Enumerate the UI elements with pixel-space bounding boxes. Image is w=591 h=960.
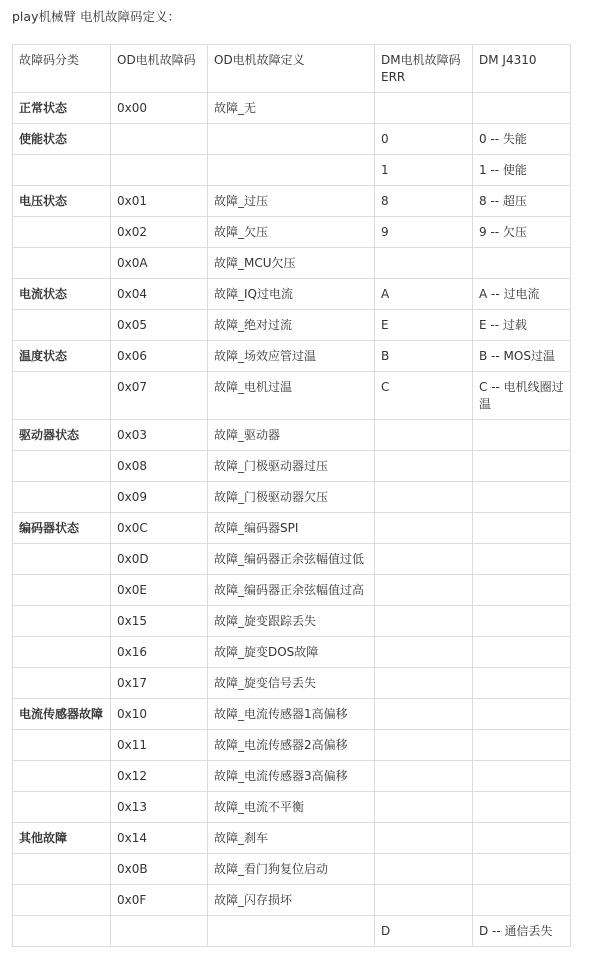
category-cell: [13, 668, 111, 699]
od-definition-cell: [208, 916, 375, 947]
dm-code-cell: 8: [375, 186, 473, 217]
od-definition-cell: 故障_门极驱动器欠压: [208, 482, 375, 513]
od-code-cell: 0x14: [111, 823, 208, 854]
category-cell: [13, 248, 111, 279]
category-cell: 电流状态: [13, 279, 111, 310]
od-code-cell: 0x15: [111, 606, 208, 637]
category-cell: [13, 544, 111, 575]
dm-j4310-cell: C -- 电机线圈过温: [473, 372, 571, 420]
category-cell: [13, 606, 111, 637]
od-definition-cell: 故障_门极驱动器过压: [208, 451, 375, 482]
header-dm-j4310: DM J4310: [473, 45, 571, 93]
category-cell: [13, 217, 111, 248]
od-definition-cell: 故障_电流传感器1高偏移: [208, 699, 375, 730]
dm-j4310-cell: [473, 761, 571, 792]
dm-code-cell: A: [375, 279, 473, 310]
table-row: [13, 217, 571, 248]
dm-code-cell: [375, 93, 473, 124]
dm-code-cell: [375, 761, 473, 792]
table-row: [13, 341, 571, 372]
dm-code-cell: 0: [375, 124, 473, 155]
dm-j4310-cell: [473, 575, 571, 606]
category-cell: [13, 792, 111, 823]
od-definition-cell: 故障_闪存损坏: [208, 885, 375, 916]
dm-j4310-cell: [473, 699, 571, 730]
table-row: [13, 93, 571, 124]
category-cell: [13, 730, 111, 761]
od-definition-cell: 故障_电流不平衡: [208, 792, 375, 823]
dm-j4310-cell: 0 -- 失能: [473, 124, 571, 155]
od-code-cell: 0x11: [111, 730, 208, 761]
category-cell: 正常状态: [13, 93, 111, 124]
category-cell: [13, 372, 111, 420]
dm-code-cell: B: [375, 341, 473, 372]
dm-code-cell: [375, 668, 473, 699]
header-od-definition: OD电机故障定义: [208, 45, 375, 93]
table-row: [13, 730, 571, 761]
od-definition-cell: [208, 155, 375, 186]
category-cell: [13, 761, 111, 792]
dm-code-cell: [375, 544, 473, 575]
table-row: [13, 248, 571, 279]
od-code-cell: 0x12: [111, 761, 208, 792]
od-code-cell: 0x00: [111, 93, 208, 124]
header-dm-code: DM电机故障码ERR: [375, 45, 473, 93]
od-definition-cell: 故障_过压: [208, 186, 375, 217]
table-row: [13, 575, 571, 606]
od-code-cell: 0x0C: [111, 513, 208, 544]
table-row: [13, 885, 571, 916]
dm-code-cell: [375, 885, 473, 916]
category-cell: [13, 854, 111, 885]
category-cell: 其他故障: [13, 823, 111, 854]
od-code-cell: 0x0B: [111, 854, 208, 885]
od-definition-cell: 故障_IQ过电流: [208, 279, 375, 310]
dm-j4310-cell: [473, 513, 571, 544]
od-definition-cell: 故障_编码器正余弦幅值过高: [208, 575, 375, 606]
dm-code-cell: [375, 823, 473, 854]
od-definition-cell: [208, 124, 375, 155]
dm-j4310-cell: B -- MOS过温: [473, 341, 571, 372]
dm-code-cell: 9: [375, 217, 473, 248]
od-code-cell: 0x01: [111, 186, 208, 217]
od-definition-cell: 故障_看门狗复位启动: [208, 854, 375, 885]
page-title: play机械臂 电机故障码定义：: [12, 9, 180, 24]
table-row: [13, 916, 571, 947]
dm-code-cell: [375, 792, 473, 823]
dm-j4310-cell: [473, 637, 571, 668]
dm-j4310-cell: [473, 854, 571, 885]
dm-code-cell: E: [375, 310, 473, 341]
od-definition-cell: 故障_编码器SPI: [208, 513, 375, 544]
dm-j4310-cell: 8 -- 超压: [473, 186, 571, 217]
od-code-cell: 0x02: [111, 217, 208, 248]
table-row: [13, 310, 571, 341]
category-cell: [13, 310, 111, 341]
category-cell: [13, 885, 111, 916]
dm-j4310-cell: A -- 过电流: [473, 279, 571, 310]
dm-code-cell: [375, 420, 473, 451]
dm-j4310-cell: [473, 823, 571, 854]
table-row: [13, 279, 571, 310]
od-code-cell: 0x17: [111, 668, 208, 699]
table-row: [13, 513, 571, 544]
od-code-cell: 0x08: [111, 451, 208, 482]
od-code-cell: 0x13: [111, 792, 208, 823]
dm-j4310-cell: [473, 668, 571, 699]
od-definition-cell: 故障_无: [208, 93, 375, 124]
fault-code-table: [12, 44, 571, 947]
od-code-cell: 0x0D: [111, 544, 208, 575]
dm-j4310-cell: D -- 通信丢失: [473, 916, 571, 947]
dm-j4310-cell: [473, 451, 571, 482]
category-cell: 驱动器状态: [13, 420, 111, 451]
dm-j4310-cell: 1 -- 使能: [473, 155, 571, 186]
category-cell: 电压状态: [13, 186, 111, 217]
category-cell: 编码器状态: [13, 513, 111, 544]
dm-code-cell: [375, 699, 473, 730]
table-row: [13, 420, 571, 451]
od-code-cell: [111, 916, 208, 947]
table-row: [13, 372, 571, 420]
od-code-cell: 0x06: [111, 341, 208, 372]
od-code-cell: 0x10: [111, 699, 208, 730]
dm-code-cell: [375, 513, 473, 544]
dm-j4310-cell: [473, 606, 571, 637]
dm-j4310-cell: E -- 过载: [473, 310, 571, 341]
od-definition-cell: 故障_电流传感器3高偏移: [208, 761, 375, 792]
od-code-cell: 0x0F: [111, 885, 208, 916]
dm-code-cell: C: [375, 372, 473, 420]
od-code-cell: 0x0E: [111, 575, 208, 606]
table-row: [13, 124, 571, 155]
table-row: [13, 186, 571, 217]
category-cell: 使能状态: [13, 124, 111, 155]
category-cell: [13, 155, 111, 186]
od-code-cell: 0x07: [111, 372, 208, 420]
od-definition-cell: 故障_驱动器: [208, 420, 375, 451]
od-code-cell: 0x03: [111, 420, 208, 451]
dm-j4310-cell: [473, 420, 571, 451]
category-cell: [13, 482, 111, 513]
dm-code-cell: [375, 451, 473, 482]
table-row: [13, 637, 571, 668]
dm-code-cell: D: [375, 916, 473, 947]
dm-j4310-cell: [473, 792, 571, 823]
table-row: [13, 761, 571, 792]
dm-code-cell: [375, 854, 473, 885]
table-row: [13, 544, 571, 575]
category-cell: [13, 637, 111, 668]
category-cell: 温度状态: [13, 341, 111, 372]
od-definition-cell: 故障_绝对过流: [208, 310, 375, 341]
table-row: [13, 792, 571, 823]
od-definition-cell: 故障_欠压: [208, 217, 375, 248]
od-code-cell: 0x09: [111, 482, 208, 513]
table-row: [13, 482, 571, 513]
header-od-code: OD电机故障码: [111, 45, 208, 93]
dm-j4310-cell: [473, 885, 571, 916]
dm-code-cell: [375, 248, 473, 279]
category-cell: [13, 575, 111, 606]
table-row: [13, 823, 571, 854]
od-definition-cell: 故障_旋变DOS故障: [208, 637, 375, 668]
od-code-cell: 0x0A: [111, 248, 208, 279]
od-definition-cell: 故障_电流传感器2高偏移: [208, 730, 375, 761]
dm-code-cell: [375, 637, 473, 668]
dm-code-cell: [375, 730, 473, 761]
dm-code-cell: [375, 575, 473, 606]
od-code-cell: [111, 155, 208, 186]
table-row: [13, 451, 571, 482]
category-cell: [13, 451, 111, 482]
od-code-cell: 0x05: [111, 310, 208, 341]
table-row: [13, 155, 571, 186]
od-definition-cell: 故障_电机过温: [208, 372, 375, 420]
od-code-cell: 0x04: [111, 279, 208, 310]
category-cell: 电流传感器故障: [13, 699, 111, 730]
dm-code-cell: [375, 482, 473, 513]
od-code-cell: 0x16: [111, 637, 208, 668]
od-definition-cell: 故障_编码器正余弦幅值过低: [208, 544, 375, 575]
od-definition-cell: 故障_旋变信号丢失: [208, 668, 375, 699]
dm-code-cell: [375, 606, 473, 637]
od-definition-cell: 故障_刹车: [208, 823, 375, 854]
od-definition-cell: 故障_场效应管过温: [208, 341, 375, 372]
dm-j4310-cell: [473, 248, 571, 279]
table-row: [13, 606, 571, 637]
header-category: 故障码分类: [13, 45, 111, 93]
dm-j4310-cell: [473, 544, 571, 575]
table-row: [13, 854, 571, 885]
od-definition-cell: 故障_MCU欠压: [208, 248, 375, 279]
dm-j4310-cell: [473, 93, 571, 124]
table-body: [13, 93, 571, 947]
table-row: [13, 699, 571, 730]
dm-j4310-cell: 9 -- 欠压: [473, 217, 571, 248]
od-definition-cell: 故障_旋变跟踪丢失: [208, 606, 375, 637]
dm-j4310-cell: [473, 730, 571, 761]
od-code-cell: [111, 124, 208, 155]
category-cell: [13, 916, 111, 947]
dm-code-cell: 1: [375, 155, 473, 186]
table-row: [13, 668, 571, 699]
dm-j4310-cell: [473, 482, 571, 513]
table-header-row: [13, 45, 571, 93]
